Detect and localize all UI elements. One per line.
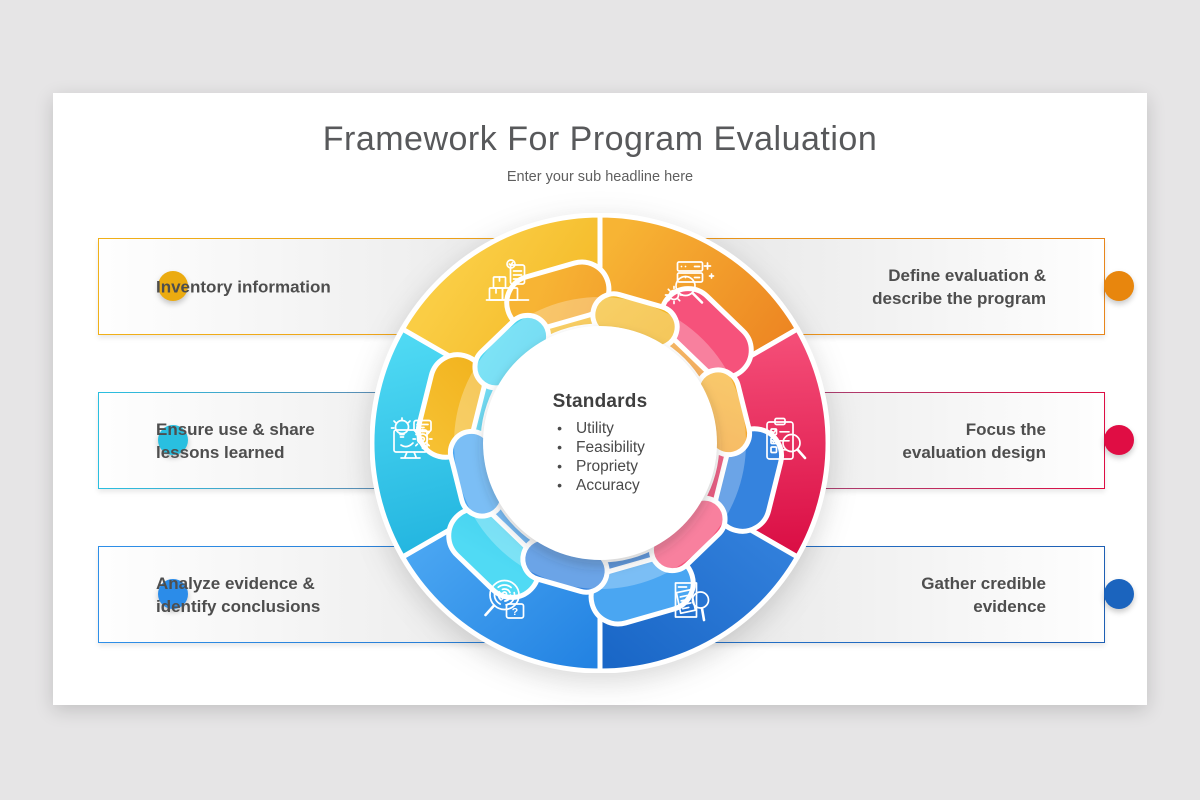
label-line: Analyze evidence & [156, 573, 315, 593]
label-line: evaluation design [902, 442, 1046, 462]
page-subtitle: Enter your sub headline here [506, 169, 694, 185]
label-line: lessons learned [156, 442, 285, 462]
ensure-use-label [156, 418, 315, 464]
analyze-evidence-label [156, 572, 320, 618]
standards-heading: Standards [552, 391, 648, 412]
standards-list [555, 419, 645, 495]
label-line: Inventory information [156, 277, 331, 296]
inventory-label [156, 275, 331, 298]
svg-text:?: ? [511, 606, 519, 618]
focus-design-label [902, 418, 1046, 464]
page-title: Framework For Program Evaluation [322, 120, 878, 158]
define-evaluation-dot [1104, 271, 1134, 301]
focus-design-dot [1104, 425, 1134, 455]
label-line: Gather credible [921, 573, 1046, 593]
label-line: describe the program [872, 288, 1046, 308]
label-line: evidence [973, 596, 1046, 616]
define-evaluation-label [872, 264, 1046, 310]
slide-card [53, 93, 1147, 705]
standards-item: • Propriety [555, 457, 645, 476]
header [53, 93, 1147, 185]
standards-panel [515, 391, 685, 495]
label-line: Focus the [965, 419, 1046, 439]
label-line: identify conclusions [156, 596, 321, 616]
standards-item: • Utility [555, 419, 645, 438]
gather-evidence-dot [1104, 579, 1134, 609]
standards-item: • Feasibility [555, 438, 645, 457]
gather-evidence-label [921, 572, 1046, 618]
label-line: Define evaluation & [888, 265, 1046, 285]
label-line: Ensure use & share [156, 419, 315, 439]
standards-item: • Accuracy [555, 476, 645, 495]
